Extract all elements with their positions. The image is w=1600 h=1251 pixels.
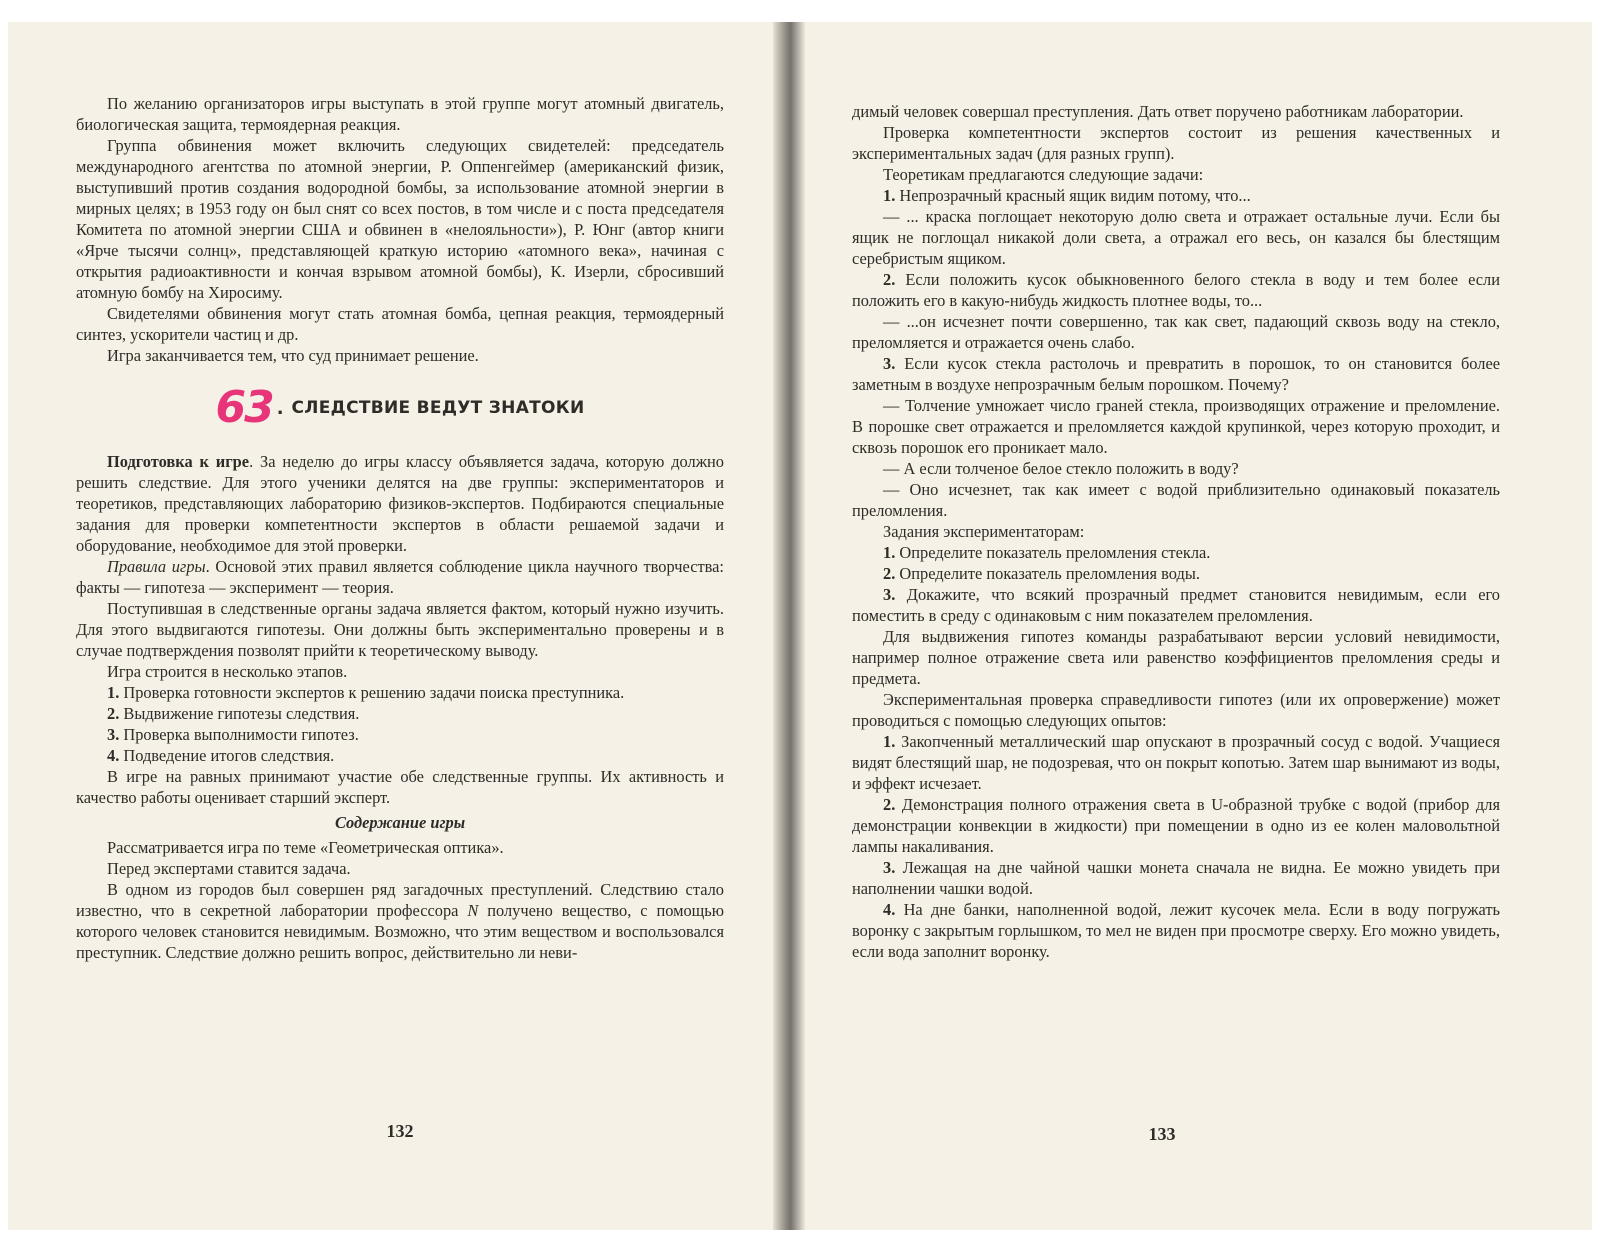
stage-number: 1.	[107, 683, 120, 702]
exp-task	[852, 584, 1500, 626]
paragraph: Свидетелями обвинения могут стать атомная бомба, цепная реакция, термоядерный синтез, ускорители частиц и др.	[76, 304, 724, 344]
stage-item	[76, 703, 724, 724]
task-text: Докажите, что всякий прозрачный предмет становится невидимым, если его поместить в среду с одинаковым с ним показателем преломления.	[852, 585, 1500, 625]
experiment-item	[852, 731, 1500, 794]
experiment-item	[852, 794, 1500, 857]
stage-number: 3.	[107, 725, 120, 744]
stage-item	[76, 682, 724, 703]
stage-number: 4.	[107, 746, 120, 765]
rules-text: . Основой этих правил является соблюдение цикла научного творчества: факты — гипотеза — эксперимент — теория.	[76, 557, 724, 597]
left-page-text	[76, 93, 724, 963]
task-text: Определите показатель преломления воды.	[895, 564, 1200, 583]
page-number: 132	[386, 1121, 414, 1141]
experiment-text: На дне банки, наполненной водой, лежит кусочек мела. Если в воду погружать воронку с закрытым горлышком, то мел не виден при просмотре сверху. Его можно увидеть, если вода заполнит воронку.	[852, 900, 1500, 961]
book-spread	[8, 22, 1592, 1230]
paragraph: Для выдвижения гипотез команды разрабатывают версии условий невидимости, например полное отражение света или равенство коэффициентов преломления среды и предмета.	[852, 627, 1500, 688]
task-number: 3.	[883, 354, 896, 373]
stage-number: 2.	[107, 704, 120, 723]
task-question: Непрозрачный красный ящик видим потому, что...	[895, 186, 1251, 205]
paragraph: В игре на равных принимают участие обе следственные группы. Их активность и качество работы оценивает старший эксперт.	[76, 767, 724, 807]
theory-answer: — Толчение умножает число граней стекла, производящих отражение и преломление. В порошке свет отражается и преломляется каждой крупинкой, через которую проходит, и сквозь порошок его проникает мало.	[852, 396, 1500, 457]
task-number: 2.	[883, 270, 896, 289]
task-text: Определите показатель преломления стекла.	[895, 543, 1211, 562]
paragraph: По желанию организаторов игры выступать в этой группе могут атомный двигатель, биологическая защита, термоядерная реакция.	[76, 94, 724, 134]
preparation-label: Подготовка к игре	[107, 452, 250, 471]
experiment-text: Демонстрация полного отражения света в U-образной трубке с водой (прибор для демонстрации конвекции в жидкости) при помещении в одно из ее колен маловольтной лампы накаливания.	[852, 795, 1500, 856]
section-heading	[76, 383, 724, 433]
paragraph-last	[76, 879, 724, 963]
theory-answer: — ... краска поглощает некоторую долю света и отражает остальные лучи. Если бы ящик не поглощал никакой доли света, а отражал его весь, он казался бы блестящим серебристым ящиком.	[852, 207, 1500, 268]
theory-answer: — А если толченое белое стекло положить в воду?	[883, 459, 1239, 478]
theory-task	[852, 185, 1500, 206]
task-question: Если положить кусок обыкновенного белого стекла в воду и тем более если положить его в какую-нибудь жидкость плотнее воды, то...	[852, 270, 1500, 310]
preparation-text: . За неделю до игры классу объявляется задача, которую должно решить следствие. Для этого ученики делятся на две группы: экспериментаторов и теоретиков, представляющих лабораторию физиков-экспертов. Подбираются специальные задания для проверки компетентности экспертов в области решаемой задачи и оборудование, необходимое для этой проверки.	[76, 452, 724, 555]
professor-initial: N	[467, 901, 479, 920]
theory-task	[852, 269, 1500, 311]
text-span: В одном из городов был совершен ряд загадочных преступлений. Следствию стало известно, что в секретной лаборатории профессора	[76, 880, 724, 920]
book-gutter	[773, 22, 805, 1230]
stage-text: Подведение итогов следствия.	[119, 746, 335, 765]
right-page	[805, 22, 1592, 1230]
paragraph: Игра заканчивается тем, что суд принимает решение.	[107, 346, 479, 365]
experiment-text: Закопченный металлический шар опускают в прозрачный сосуд с водой. Учащиеся видят блестящий шар, не подозревая, что он покрыт копотью. Затем шар вынимают из воды, и эффект исчезает.	[852, 732, 1500, 793]
paragraph: Поступившая в следственные органы задача является фактом, который нужно изучить. Для этого выдвигаются гипотезы. Они должны быть экспериментально проверены и в случае подтверждения позволят прийти к теоретическому выводу.	[76, 599, 724, 660]
paragraph: Экспериментальная проверка справедливости гипотез (или их опровержение) может проводиться с помощью следующих опытов:	[852, 690, 1500, 730]
experiment-item	[852, 857, 1500, 899]
paragraph-preparation	[76, 451, 724, 556]
exp-task	[852, 563, 1500, 584]
stage-text: Проверка выполнимости гипотез.	[119, 725, 359, 744]
stage-text: Выдвижение гипотезы следствия.	[119, 704, 360, 723]
stage-text: Проверка готовности экспертов к решению задачи поиска преступника.	[119, 683, 625, 702]
paragraph-rules	[76, 556, 724, 598]
theory-answer: — ...он исчезнет почти совершенно, так как свет, падающий сквозь воду на стекло, преломляется и отражается очень слабо.	[852, 312, 1500, 352]
paragraph: Задания экспериментаторам:	[883, 522, 1085, 541]
task-number: 1.	[883, 543, 896, 562]
rules-label: Правила игры	[107, 557, 206, 576]
exp-task	[852, 542, 1500, 563]
experiment-number: 2.	[883, 795, 896, 814]
section-dot: .	[276, 397, 284, 419]
theory-answer: — Оно исчезнет, так как имеет с водой приблизительно одинаковый показатель преломления.	[852, 480, 1500, 520]
experiment-number: 4.	[883, 900, 896, 919]
left-page	[8, 22, 773, 1230]
task-number: 3.	[883, 585, 896, 604]
page-number: 133	[1148, 1124, 1176, 1144]
task-question: Если кусок стекла растолочь и превратить в порошок, то он становится более заметным в воздухе непрозрачным белым порошком. Почему?	[852, 354, 1500, 394]
task-number: 1.	[883, 186, 896, 205]
paragraph: Группа обвинения может включить следующих свидетелей: председатель международного агентства по атомной энергии, Р. Оппенгеймер (американский физик, выступивший против создания водородной бомбы, за использование атомной энергии в мирных целях; в 1953 году он был снят со всех постов, в том числе и с поста председателя Комитета по атомной энергии США и обвинен в «нелояльности»), Р. Юнг (автор книги «Ярче тысячи солнц», представляющей краткую историю «атомного века», начиная с открытия радиоактивности и кончая взрывом атомной бомбы), К. Изерли, сбросивший атомную бомбу на Хиросиму.	[76, 136, 724, 302]
stage-item	[76, 724, 724, 745]
text-span: получено вещество, с помощью которого человек становится невидимым. Возможно, что этим веществом и воспользовался преступник. Следствие должно решить вопрос, действительно ли неви-	[76, 901, 725, 962]
paragraph: Перед экспертами ставится задача.	[107, 859, 351, 878]
experiment-item	[852, 899, 1500, 962]
paragraph: Теоретикам предлагаются следующие задачи:	[883, 165, 1204, 184]
paragraph: Рассматривается игра по теме «Геометрическая оптика».	[107, 838, 504, 857]
experiment-number: 1.	[883, 732, 896, 751]
task-number: 2.	[883, 564, 896, 583]
right-page-text	[852, 101, 1500, 962]
experiment-text: Лежащая на дне чайной чашки монета сначала не видна. Ее можно увидеть при наполнении чашки водой.	[852, 858, 1500, 898]
section-number: 63	[215, 382, 273, 433]
paragraph-continuation: димый человек совершал преступления. Дать ответ поручено работникам лаборатории.	[852, 102, 1464, 121]
experiment-number: 3.	[883, 858, 896, 877]
subheading: Содержание игры	[334, 813, 466, 832]
stage-item	[76, 745, 724, 766]
theory-task	[852, 353, 1500, 395]
paragraph: Игра строится в несколько этапов.	[107, 662, 348, 681]
paragraph: Проверка компетентности экспертов состоит из решения качественных и экспериментальных задач (для разных групп).	[852, 123, 1500, 163]
section-title: СЛЕДСТВИЕ ВЕДУТ ЗНАТОКИ	[291, 397, 585, 418]
